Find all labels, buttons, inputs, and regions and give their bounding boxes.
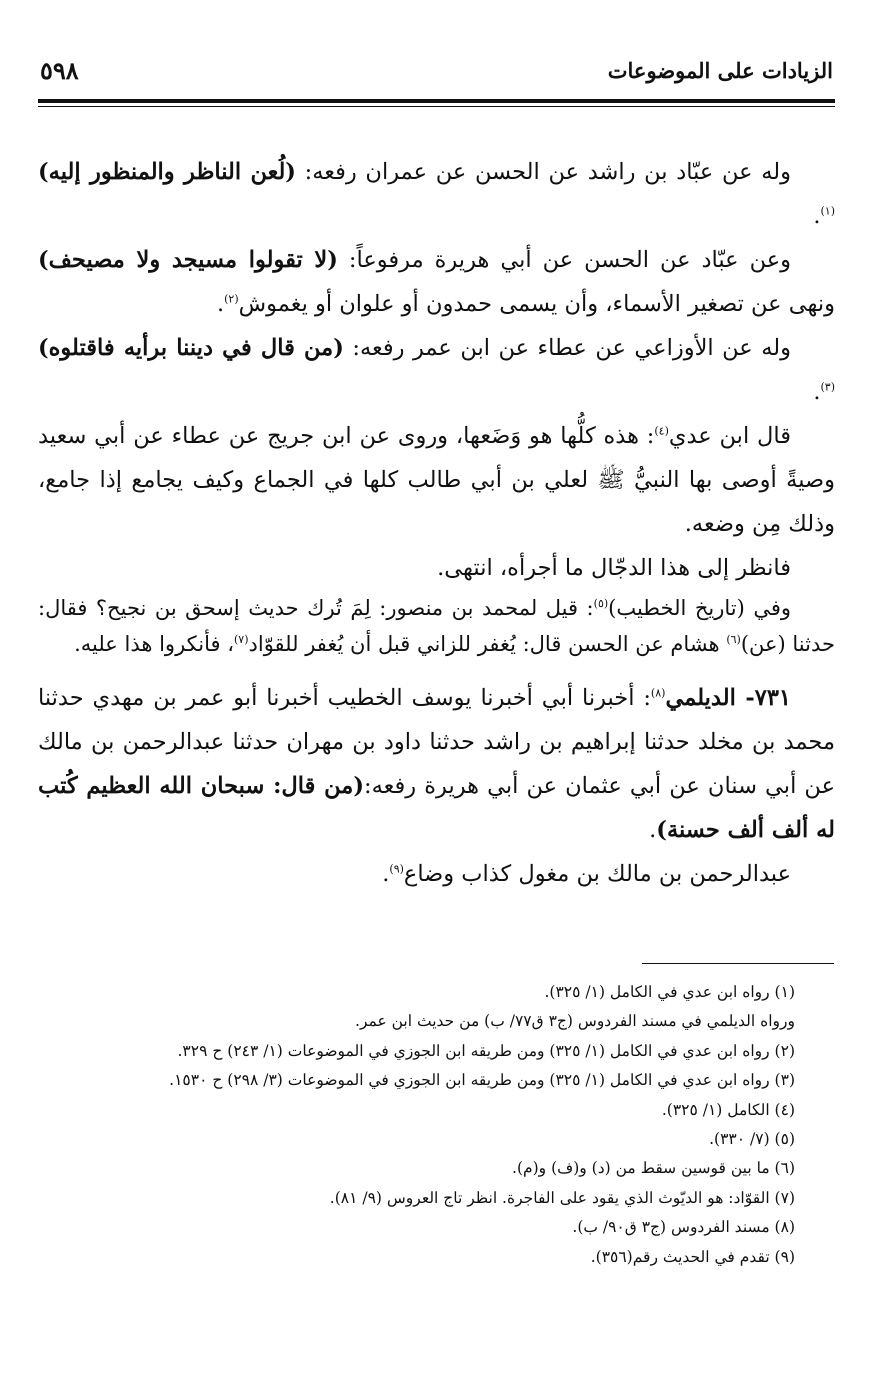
footnote-ref: (٧) <box>234 633 249 646</box>
footnote-ref: (٢) <box>224 292 239 306</box>
hadith-quote: (لُعن الناظر والمنظور إليه) <box>38 159 296 185</box>
main-text <box>38 150 835 896</box>
paragraph-4: قال ابن عدي$^{(٤)}$: هذه كلُّها هو وَضَعها، وروى عن ابن جريج عن عطاء عن أبي سعيد وصيةً أوصى بها النبيُّ ﷺ لعلي بن أبي طالب كلها في الجماع وكيف يجامع إذا جامع، وذلك مِن وضعه. <box>38 423 835 537</box>
hadith-number: ٧٣١- <box>735 685 792 711</box>
paragraph-3: وله عن الأوزاعي عن عطاء عن ابن عمر رفعه: (من قال في ديننا برأيه فاقتلوه)$^{(٣)}$. <box>38 335 835 405</box>
hadith-quote: (لا تقولوا مسيجد ولا مصيحف) <box>38 247 338 273</box>
paragraph-8: عبدالرحمن بن مالك بن مغول كذاب وضاع$^{(٩)}$. <box>382 861 791 887</box>
footnote-ref: (٤) <box>654 424 669 438</box>
footnote-ref: (١) <box>820 204 835 218</box>
page-header <box>40 58 833 94</box>
page-number: ٥٩٨ <box>40 56 79 85</box>
footnote-ref: (٨) <box>650 686 666 700</box>
footnote: (٥) (٧/ ٣٣٠). <box>709 1130 795 1149</box>
footnote-ref: (٣) <box>820 380 835 394</box>
footnote: (٦) ما بين قوسين سقط من (د) و(ف) و(م). <box>512 1159 795 1178</box>
section-gap <box>38 662 835 676</box>
paragraph-2: وعن عبّاد عن الحسن عن أبي هريرة مرفوعاً: (لا تقولوا مسيجد ولا مصيحف) ونهى عن تصغير الأسماء، وأن يسمى حمدون أو علوان أو يغموش$^{(٢)}$. <box>38 247 835 317</box>
running-title: الزيادات على الموضوعات <box>607 58 833 83</box>
footnote: (١) رواه ابن عدي في الكامل (١/ ٣٢٥). <box>544 983 795 1001</box>
paragraph-6: وفي (تاريخ الخطيب)$^{(٥)}$: قيل لمحمد بن منصور: لِمَ تُرك حديث إسحق بن نجيح؟ فقال: حدثنا (عن)$^{(٦)}$ هشام عن الحسن قال: يُغفر للزاني قبل أن يُغفر للقوّاد$^{(٧)}$، فأنكروا هذا عليه. <box>38 596 835 656</box>
footnote: (٨) مسند الفردوس (ج٣ ق٩٠/ ب). <box>572 1218 795 1237</box>
source-name: الديلمي <box>665 685 736 711</box>
footnotes <box>38 978 795 1272</box>
footnote: ورواه الديلمي في مسند الفردوس (ج٣ ق٧٧/ ب) من حديث ابن عمر. <box>355 1012 795 1031</box>
footnote-separator <box>642 963 834 964</box>
footnote: (٤) الكامل (١/ ٣٢٥). <box>661 1100 795 1119</box>
footnote-ref: (٥) <box>593 597 609 610</box>
footnote-ref: (٦) <box>726 633 741 646</box>
paragraph-1: وله عن عبّاد بن راشد عن الحسن عن عمران رفعه: (لُعن الناظر والمنظور إليه)$^{(١)}$. <box>38 159 835 229</box>
footnote: (٩) تقدم في الحديث رقم(٣٥٦). <box>590 1247 795 1266</box>
paragraph-5: فانظر إلى هذا الدجّال ما أجرأه، انتهى. <box>437 555 791 581</box>
hadith-entry-731: ٧٣١- الديلمي$^{(٨)}$: أخبرنا أبي أخبرنا يوسف الخطيب أخبرنا أبو عمر بن مهدي حدثنا محمد بن مخلد حدثنا إبراهيم بن راشد حدثنا داود بن مهران حدثنا عبدالرحمن بن مالك عن أبي سنان عن أبي عثمان عن أبي هريرة رفعه:(من قال: سبحان الله العظيم كُتب له ألف ألف حسنة). <box>38 685 835 843</box>
hadith-quote: (من قال في ديننا برأيه فاقتلوه) <box>38 335 344 361</box>
footnote-ref: (٩) <box>389 862 404 876</box>
header-rule-thick <box>38 99 835 103</box>
footnote: (٣) رواه ابن عدي في الكامل (١/ ٣٢٥) ومن طريقه ابن الجوزي في الموضوعات (٣/ ٢٩٨) ح ١٥٣٠. <box>169 1071 795 1090</box>
header-rule-thin <box>38 106 835 107</box>
footnote: (٢) رواه ابن عدي في الكامل (١/ ٣٢٥) ومن طريقه ابن الجوزي في الموضوعات (١/ ٢٤٣) ح ٣٢٩. <box>177 1041 795 1060</box>
footnote: (٧) القوّاد: هو الديّوث الذي يقود على الفاجرة. انظر تاج العروس (٩/ ٨١). <box>329 1188 795 1207</box>
hadith-quote: (من قال: سبحان الله العظيم كُتب له ألف ألف حسنة) <box>38 773 835 843</box>
